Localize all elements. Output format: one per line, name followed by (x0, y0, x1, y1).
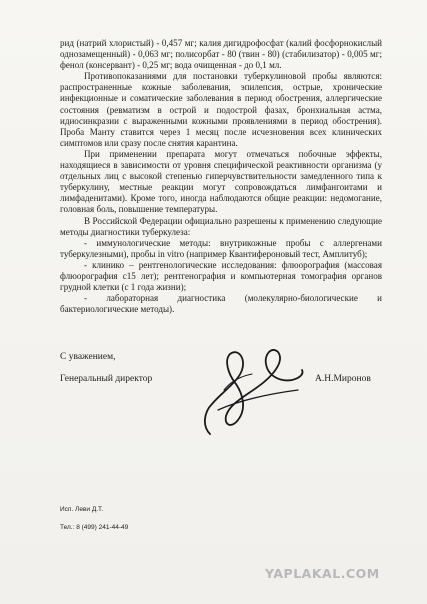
paragraph-methods-intro: В Российской Федерации официально разрешены к применению следующие методы диагностики туберкулеза: (60, 215, 382, 237)
paragraph-side-effects: При применении препарата могут отмечаться побочные эффекты, находящиеся в зависимости от уровня специфической реактивности организма (у отдельных лиц с высокой степенью гиперчувствительности замедленного типа к туберкулину, местные реакции могут сопровождаться лимфангоитами и лимфаденитами). Кроме того, иногда наблюдаются общие реакции: недомогание, головная боль, повышение температуры. (60, 148, 382, 215)
letter-body (60, 38, 382, 315)
watermark-logo: YAPLAKAL.COM (265, 566, 380, 581)
paragraph-immunological: - иммунологические методы: внутрикожные пробы с аллергенами туберкулезными), пробы in vitro (например Квантифероновый тест, Амплитуб); (60, 237, 382, 259)
paragraph-contraindications: Противопоказаниями для постановки туберкулиновой пробы являются: распространенные кожные заболевания, эпилепсия, острые, хронические инфекционные и соматические заболевания в период обострения, аллергические состояния (ревматизм в острой и подострой фазах, бронхиальная астма, идиосинкразии с выраженными кожными проявлениями в период обострения). Проба Манту ставится через 1 месяц после исчезновения всех клинических симптомов или сразу после снятия карантина. (60, 71, 382, 148)
paragraph-laboratory: - лабораторная диагностика (молекулярно-биологические и бактериологические методы). (60, 293, 382, 315)
director-name: А.Н.Миронов (315, 374, 371, 384)
phone-note: Тел.: 8 (499) 241-44-49 (60, 524, 129, 531)
director-title: Генеральный директор (60, 374, 153, 384)
paragraph-composition: рид (натрий хлористый) - 0,457 мг; калия дигидрофосфат (калий фосфорнокислый однозамещенный) - 0,063 мг; полисорбат - 80 (твин - 80) (стабилизатор) - 0,005 мг; фенол (консервант) - 0,25 мг; вода очищенная - до 0,1 мл. (60, 38, 382, 71)
paragraph-radiological: - клинико – рентгенологические исследования: флюорография (массовая флюорография с15 лет); рентгенография и компьютерная томография органов грудной клетки (с 1 года жизни); (60, 259, 382, 293)
executor-note: Исп. Леви Д.Т. (60, 506, 104, 513)
signature-image (180, 330, 310, 440)
closing-salutation: С уважением, (60, 352, 116, 362)
